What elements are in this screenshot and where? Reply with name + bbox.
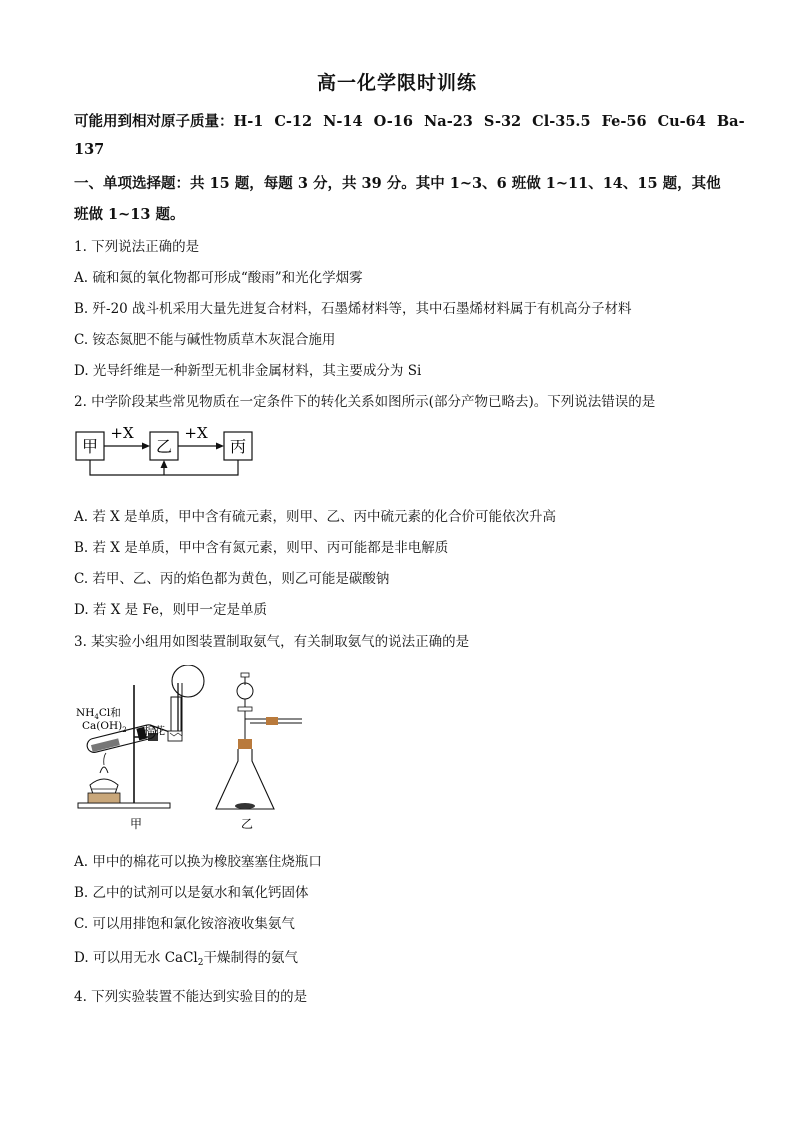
q3-option-b: B. 乙中的试剂可以是氨水和氧化钙固体 [74,885,309,901]
box-yi-label: 乙 [155,437,173,456]
label-cotton: 棉花 [144,725,165,737]
q1-option-d: D. 光导纤维是一种新型无机非金属材料，其主要成分为 Si [74,363,422,379]
box-jia-label: 甲 [81,437,99,456]
label-reagent-1: $NH_4Cl$和 [76,707,121,721]
section1-heading-line2: 班做 1~13 题。 [74,206,185,223]
arrow-2-head [216,443,224,450]
arrow-1-head [142,443,150,450]
label-reagent-2: $Ca(OH)_2$ [82,720,127,734]
q2-option-c: C. 若甲、乙、丙的焰色都为黄色，则乙可能是碳酸钠 [74,571,390,587]
q3-apparatus-figure [70,665,310,837]
q2-stem: 2. 中学阶段某些常见物质在一定条件下的转化关系如图所示(部分产物已略去)。下列说法错误的是 [74,394,656,410]
q2-transformation-diagram [70,420,270,490]
apparatus-yi [216,673,302,809]
label-yi: 乙 [241,817,254,831]
arrow-1-label: +X [110,424,134,442]
atomic-masses-line1: 可能用到相对原子质量：H-1 C-12 N-14 O-16 Na-23 S-32 Cl-35.5 Fe-56 Cu-64 Ba- [74,113,745,130]
q4-stem: 4. 下列实验装置不能达到实验目的的是 [74,989,308,1005]
q3-stem: 3. 某实验小组用如图装置制取氨气，有关制取氨气的说法正确的是 [74,634,470,650]
q2-option-d: D. 若 X 是 Fe，则甲一定是单质 [74,602,268,618]
atomic-masses-line2: 137 [74,141,105,158]
q1-option-c: C. 铵态氮肥不能与碱性物质草木灰混合施用 [74,332,336,348]
q3-option-d-sub: 2 [197,958,204,968]
q3-option-d-post: 干燥制得的氨气 [203,950,298,966]
q3-option-d-pre: D. 可以用无水 CaCl [74,950,198,966]
q2-option-a: A. 若 X 是单质，甲中含有硫元素，则甲、乙、丙中硫元素的化合价可能依次升高 [74,509,557,525]
arrow-3-head [161,460,168,468]
apparatus-jia [78,665,204,808]
box-bing-label: 丙 [229,437,247,456]
q3-option-c: C. 可以用排饱和氯化铵溶液收集氨气 [74,916,295,932]
arrow-2-label: +X [184,424,208,442]
label-jia: 甲 [130,817,143,831]
q1-option-b: B. 歼-20 战斗机采用大量先进复合材料，石墨烯材料等，其中石墨烯材料属于有机高分子材料 [74,301,632,317]
q2-option-b: B. 若 X 是单质，甲中含有氮元素，则甲、丙可能都是非电解质 [74,540,449,556]
q3-option-d [74,946,298,968]
q1-stem: 1. 下列说法正确的是 [74,239,200,255]
section1-heading-line1: 一、单项选择题：共 15 题，每题 3 分，共 39 分。其中 1~3、6 班做 1~11、14、15 题，其他 [74,175,721,192]
q3-option-a: A. 甲中的棉花可以换为橡胶塞塞住烧瓶口 [74,854,322,870]
q1-option-a: A. 硫和氮的氧化物都可形成“酸雨”和光化学烟雾 [74,270,363,286]
page-title: 高一化学限时训练 [316,72,477,94]
